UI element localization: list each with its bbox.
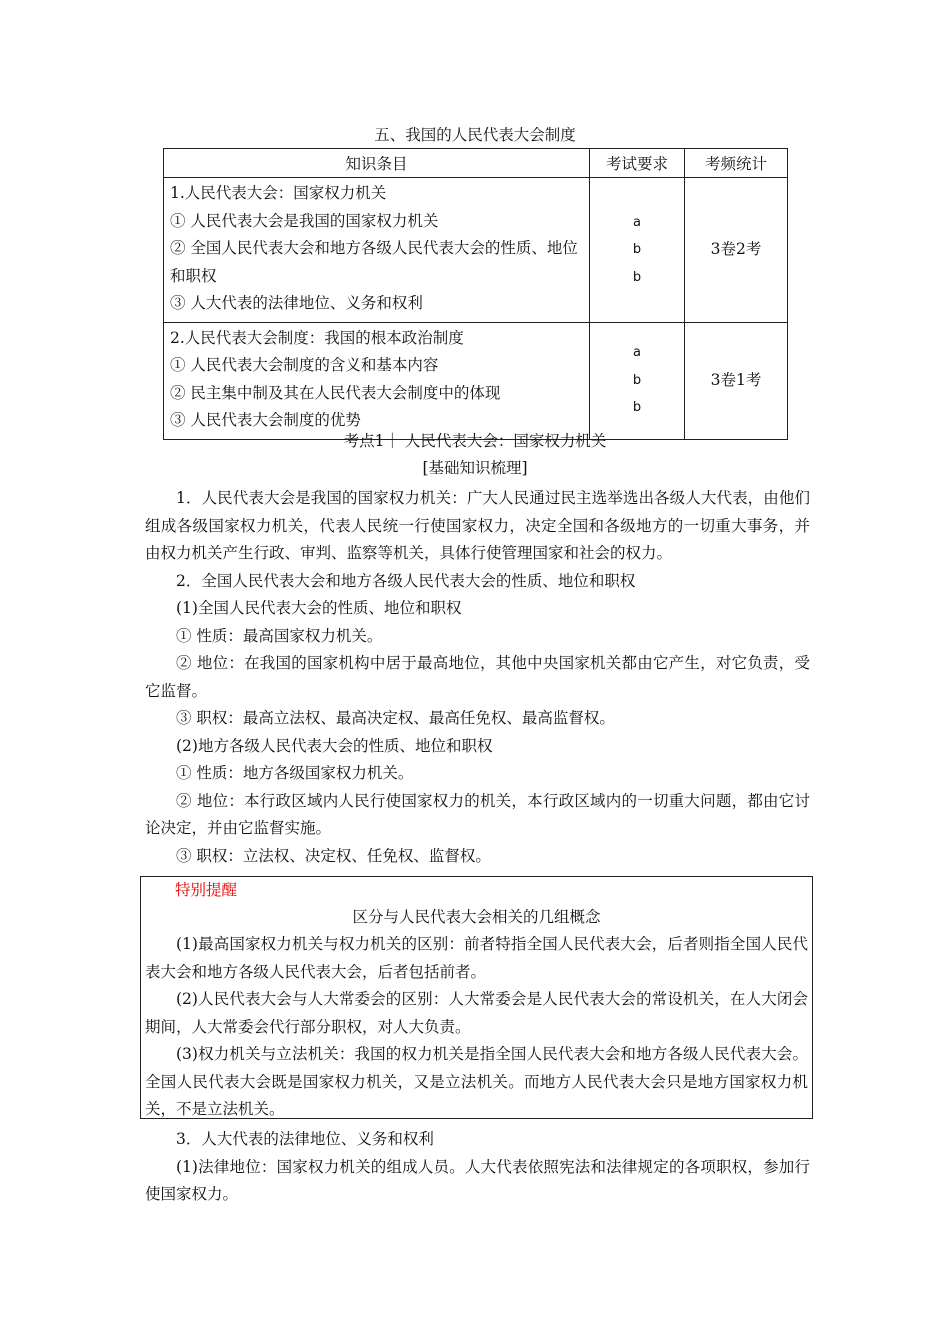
body-paragraph: (1)全国人民代表大会的性质、地位和职权 (176, 599, 462, 617)
requirement-level: b (632, 269, 642, 285)
section-title: 五、我国的人民代表大会制度 (374, 126, 576, 144)
knowledge-item: ② 全国人民代表大会和地方各级人民代表大会的性质、地位和职权 (170, 239, 578, 285)
body-paragraph: ③ 职权：最高立法权、最高决定权、最高任免权、最高监督权。 (176, 709, 615, 727)
knowledge-item: ③ 人大代表的法律地位、义务和权利 (170, 294, 423, 312)
knowledge-item: ① 人民代表大会是我国的国家权力机关 (170, 211, 439, 230)
body-paragraph: (1)法律地位：国家权力机关的组成人员。人大代表依照宪法和法律规定的各项职权，参加行使国家权力。 (145, 1157, 810, 1203)
knowledge-item: ③ 人民代表大会制度的优势 (170, 411, 361, 429)
body-paragraph: ① 性质：最高国家权力机关。 (176, 626, 383, 645)
frequency-cell: 3卷2考 (685, 178, 788, 323)
special-reminder-body (141, 931, 812, 1124)
main-body (145, 485, 810, 870)
requirement-level: a (633, 214, 641, 230)
body-paragraph: ② 地位：在我国的国家机构中居于最高地位，其他中央国家机关都由它产生，对它负责，受它监督。 (145, 654, 810, 700)
knowledge-items-cell (164, 178, 590, 323)
table-row (164, 322, 788, 439)
header-exam-requirement: 考试要求 (590, 149, 685, 178)
body-paragraph: ② 地位：本行政区域内人民行使国家权力的机关，本行政区域内的一切重大问题，都由它讨论决定，并由它监督实施。 (145, 791, 810, 837)
header-knowledge-item: 知识条目 (164, 149, 590, 178)
requirement-level: b (632, 242, 642, 257)
requirement-level: b (632, 372, 642, 388)
body-paragraph: 2．全国人民代表大会和地方各级人民代表大会的性质、地位和职权 (176, 571, 636, 590)
body-paragraph: 3．人大代表的法律地位、义务和权利 (176, 1130, 434, 1148)
subsection-heading: [基础知识梳理] (422, 459, 528, 477)
body-paragraph: 1．人民代表大会是我国的国家权力机关：广大人民通过民主选举选出各级人大代表，由他们组成各级国家权力机关，代表人民统一行使国家权力，决定全国和各级地方的一切重大事务，并由权力机关产生行政、审判、监察等机关，具体行使管理国家和社会的权力。 (145, 489, 810, 562)
knowledge-item: ② 民主集中制及其在人民代表大会制度中的体现 (170, 383, 501, 402)
frequency-cell: 3卷1考 (685, 322, 788, 439)
reminder-paragraph: (3)权力机关与立法机关：我国的权力机关是指全国人民代表大会和地方各级人民代表大会。全国人民代表大会既是国家权力机关，又是立法机关。而地方人民代表大会只是地方国家权力机关，不是立法机关。 (145, 1045, 808, 1118)
after-body (145, 1126, 810, 1209)
requirement-level: a (633, 345, 641, 361)
body-paragraph: ① 性质：地方各级国家权力机关。 (176, 764, 414, 782)
knowledge-item: 1.人民代表大会：国家权力机关 (170, 184, 387, 202)
knowledge-item: 2.人民代表大会制度：我国的根本政治制度 (170, 328, 464, 347)
table-row (164, 178, 788, 323)
special-reminder-title: 区分与人民代表大会相关的几组概念 (352, 908, 601, 926)
knowledge-items-cell (164, 322, 590, 439)
header-frequency: 考频统计 (685, 149, 788, 178)
kaodian-title: 考点1｜ 人民代表大会：国家权力机关 (343, 432, 607, 450)
body-paragraph: (2)地方各级人民代表大会的性质、地位和职权 (176, 736, 493, 755)
requirement-level: b (632, 400, 642, 416)
special-reminder-label: 特别提醒 (175, 881, 238, 899)
requirement-levels-cell (590, 178, 685, 323)
body-paragraph: ③ 职权：立法权、决定权、任免权、监督权。 (176, 846, 491, 865)
requirement-levels-cell (590, 322, 685, 439)
knowledge-table (163, 148, 788, 440)
table-header-row (164, 149, 788, 178)
reminder-paragraph: (1)最高国家权力机关与权力机关的区别：前者特指全国人民代表大会，后者则指全国人民代表大会和地方各级人民代表大会，后者包括前者。 (145, 935, 808, 981)
special-reminder-box (140, 876, 813, 1119)
reminder-paragraph: (2)人民代表大会与人大常委会的区别：人大常委会是人民代表大会的常设机关，在人大闭会期间，人大常委会代行部分职权，对人大负责。 (145, 990, 808, 1036)
knowledge-item: ① 人民代表大会制度的含义和基本内容 (170, 356, 439, 374)
